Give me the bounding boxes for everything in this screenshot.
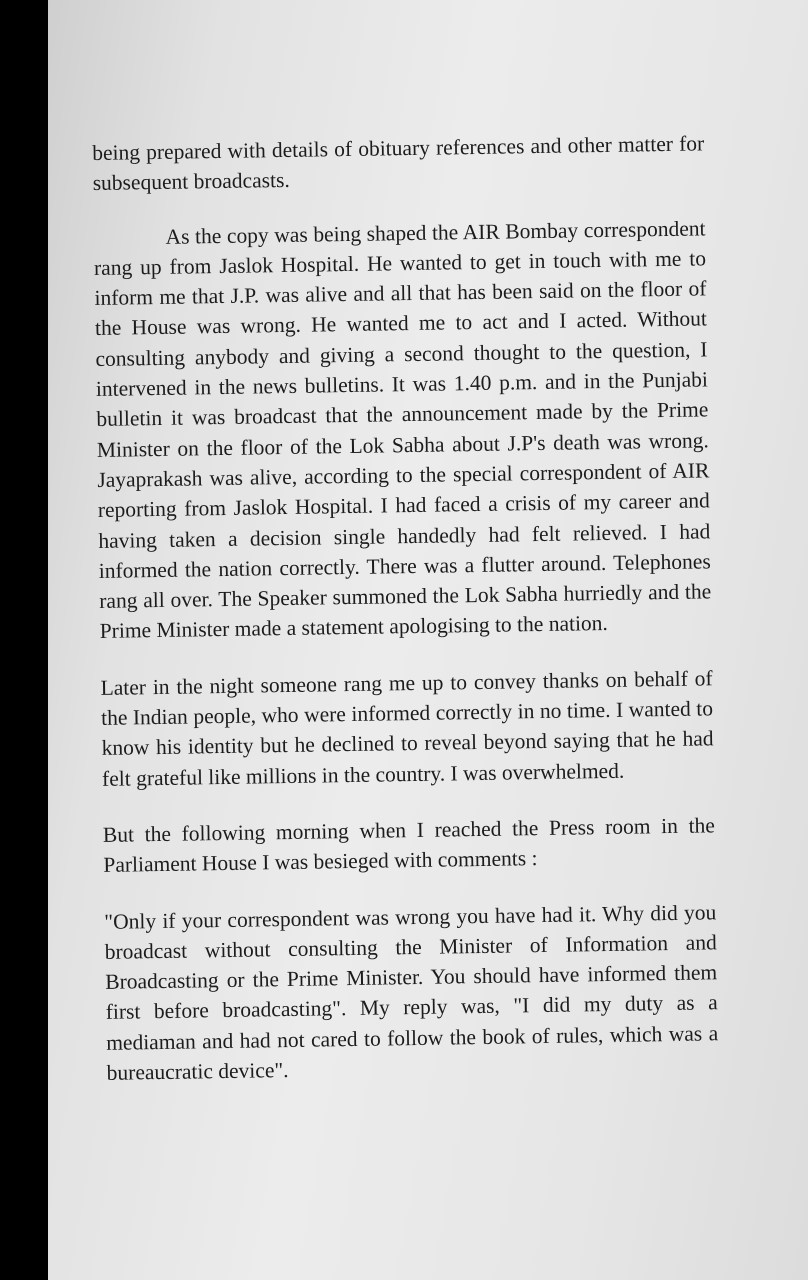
paragraph: "Only if your correspondent was wrong you have had it. Why did you broadcast without consulting the Minister of Information and Broadcasting or the Prime Minister. You should have informed them first before broadcasting". My reply was, "I did my duty as a mediaman and had not cared to follow the book of rules, which was a bureaucratic device". (104, 899, 719, 1085)
page-text (92, 128, 719, 1114)
paragraph: Later in the night someone rang me up to convey thanks on behalf of the Indian people, who were informed correctly in no time. I wanted to know his identity but he declined to reveal beyond saying that he had felt grateful like millions in the country. I was overwhelmed. (100, 666, 714, 791)
paragraph: But the following morning when I reached the Press room in the Parliament House I was besieged with comments : (102, 813, 716, 878)
book-page (48, 0, 808, 1280)
paragraph: being prepared with details of obituary references and other matter for subsequent broadcasts. (92, 131, 705, 196)
paragraph: As the copy was being shaped the AIR Bombay correspondent rang up from Jaslok Hospital. He wanted to get in touch with me to inform me that J.P. was alive and all that has been said on the floor of the House was wrong. He wanted me to act and I acted. Without consulting anybody and giving a second thought to the question, I intervened in the news bulletins. It was 1.40 p.m. and in the Punjabi bulletin it was broadcast that the announcement made by the Prime Minister on the floor of the Lok Sabha about J.P's death was wrong. Jayaprakash was alive, according to the special correspondent of AIR reporting from Jaslok Hospital. I had faced a crisis of my career and having taken a decision single handedly had felt relieved. I had informed the nation correctly. There was a flutter around. Telephones rang all over. The Speaker summoned the Lok Sabha hurriedly and the Prime Minister made a statement apologising to the nation. (93, 215, 712, 644)
